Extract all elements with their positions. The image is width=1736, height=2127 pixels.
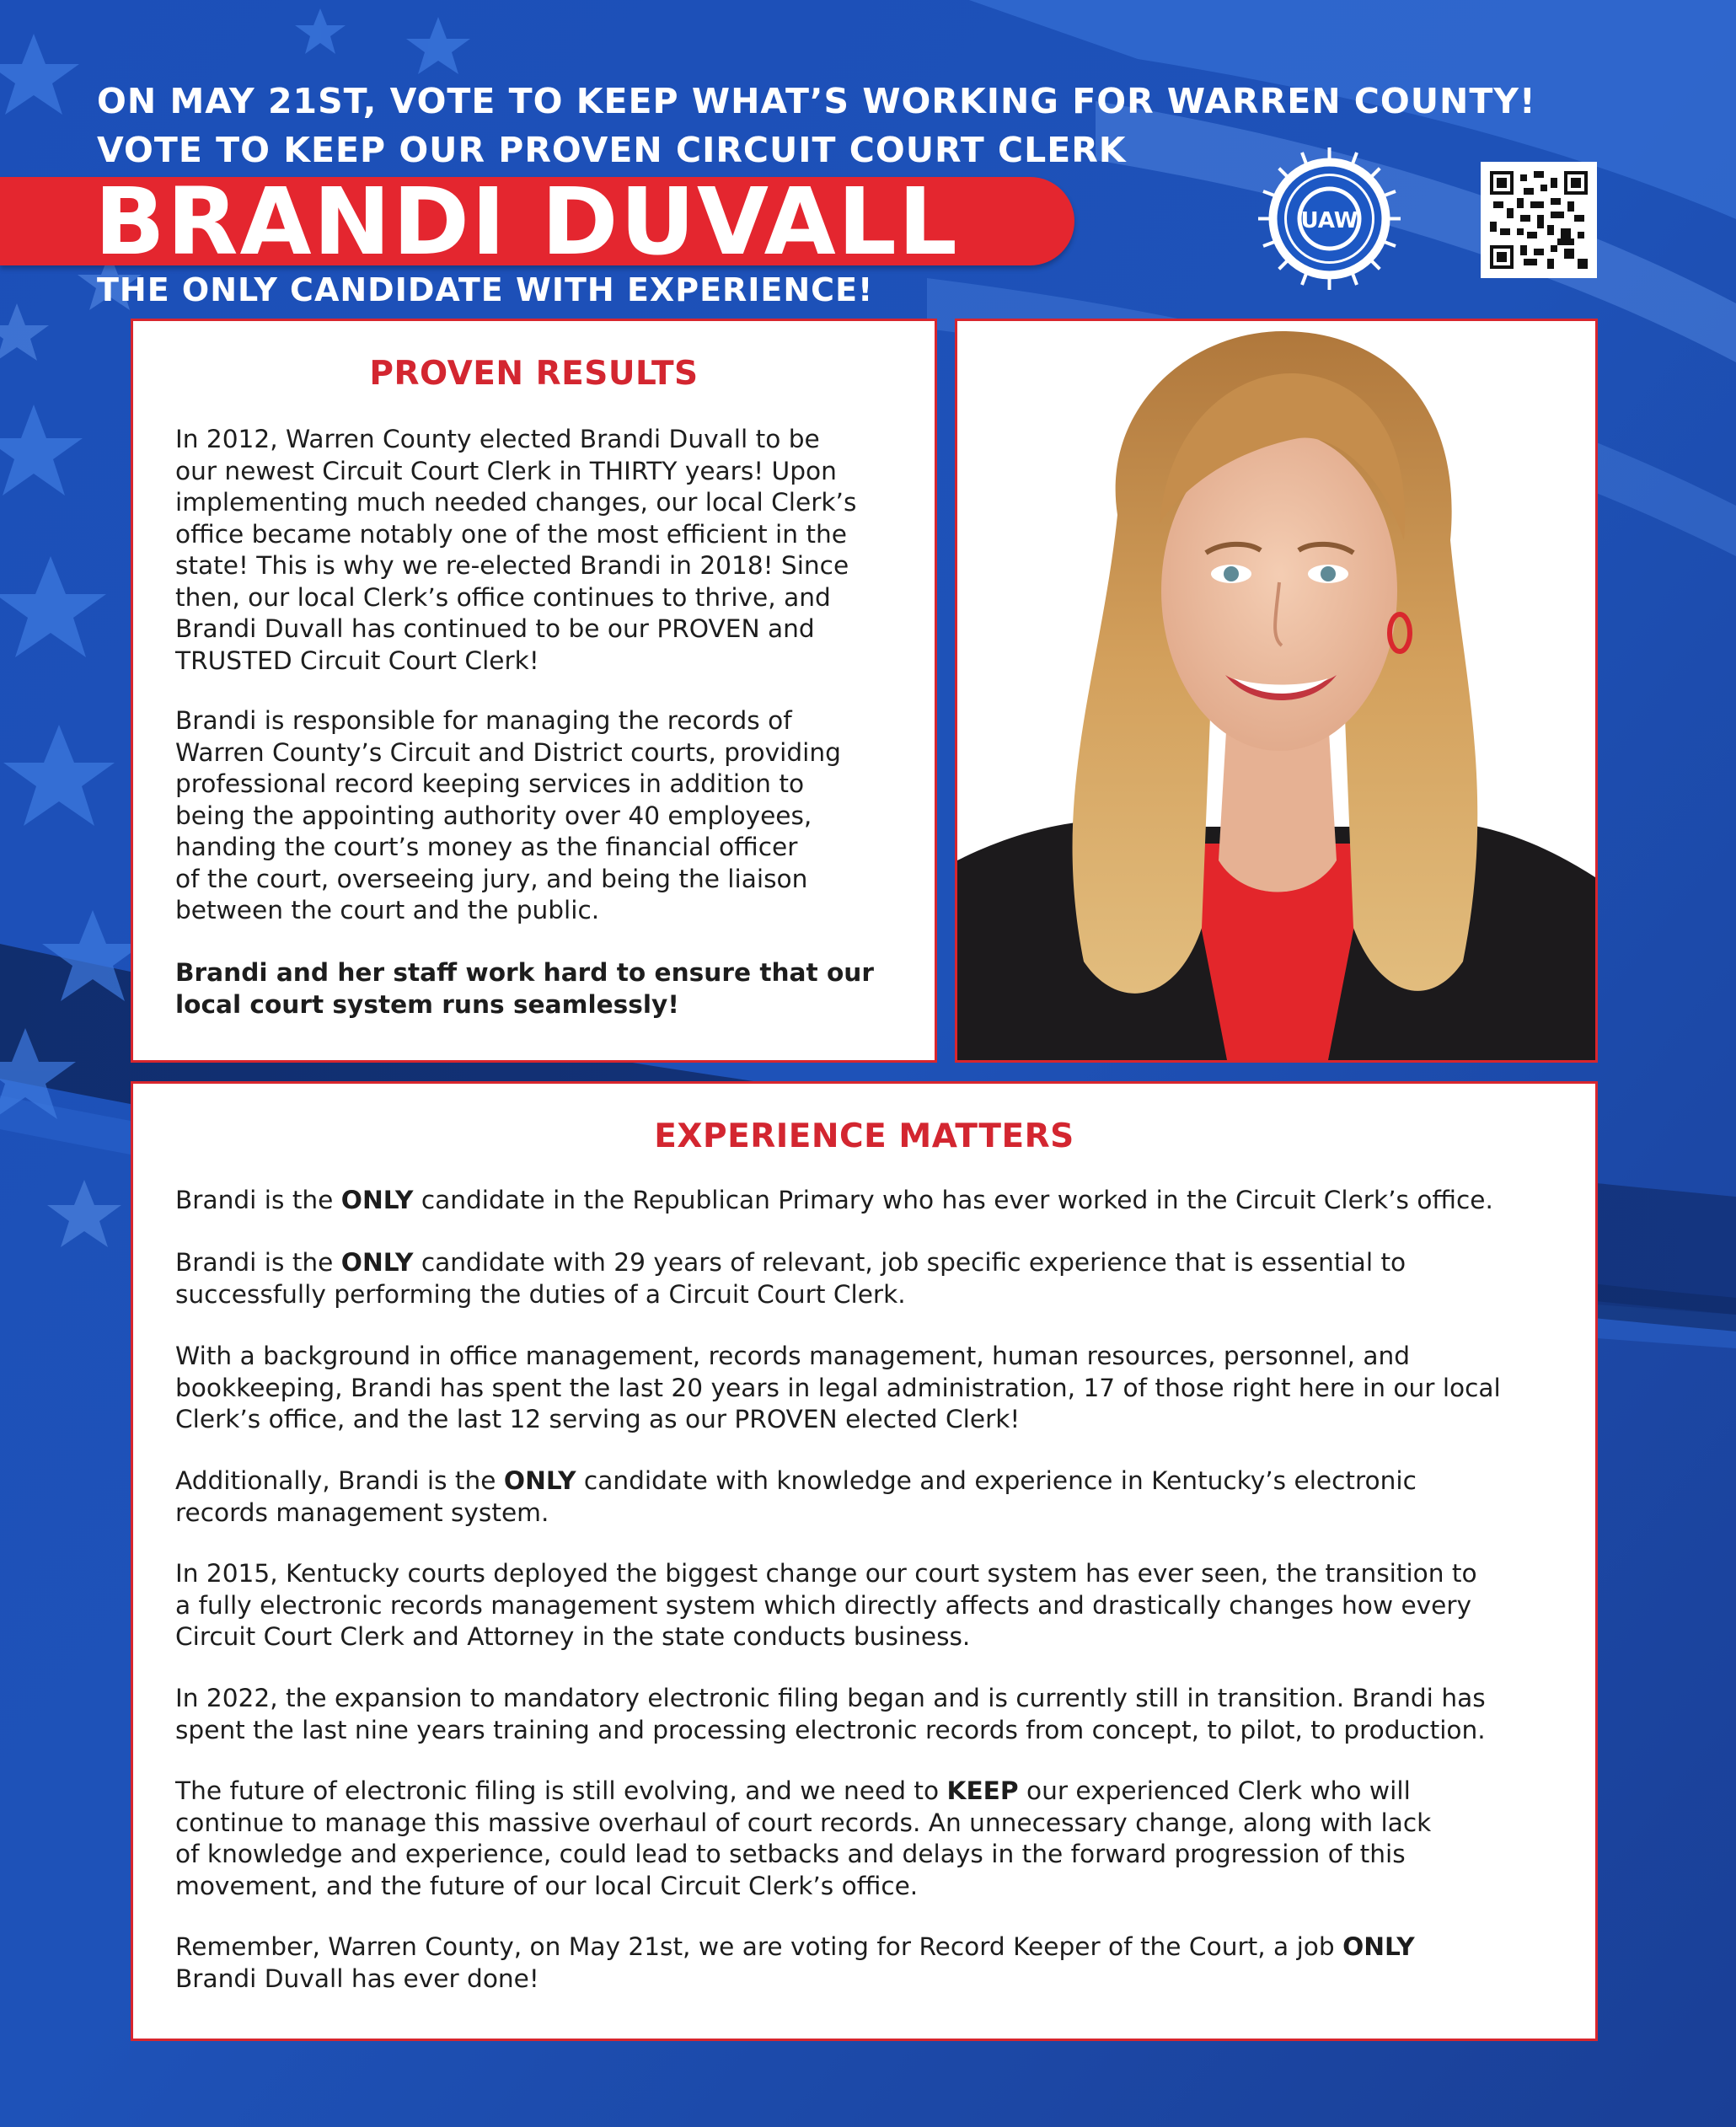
- text-run: our experienced Clerk who will continue to manage this massive overhaul of court records. An unnecessary change, along with lack of knowledge and experience, could lead to setbacks and delays in the forward progression of this movement, and the future of our local Circuit Clerk’s office.: [175, 1776, 1432, 1900]
- text-run: candidate in the Republican Primary who has ever worked in the Circuit Clerk’s office.: [413, 1186, 1493, 1214]
- proven-results-card: [131, 319, 937, 1063]
- qr-code-icon: [1490, 171, 1588, 269]
- emphasis-only: ONLY: [1342, 1932, 1415, 1961]
- qr-code[interactable]: [1481, 162, 1597, 278]
- text-run: The future of electronic filing is still evolving, and we need to: [175, 1776, 947, 1805]
- experience-matters-title: EXPERIENCE MATTERS: [654, 1117, 1074, 1155]
- experience-paragraph-4: [175, 1465, 1591, 1529]
- uaw-logo-icon: [1256, 145, 1403, 292]
- experience-paragraph-1: [175, 1185, 1591, 1217]
- text-run: Brandi is the: [175, 1186, 341, 1214]
- experience-paragraph-5: In 2015, Kentucky courts deployed the biggest change our court system has ever seen, the transition to a fully electronic records management system which directly affects and drastically changes how every Circuit Court Clerk and Attorney in the state conducts business.: [175, 1559, 1477, 1651]
- proven-results-paragraph-3: Brandi and her staff work hard to ensure that our local court system runs seamlessly!: [175, 958, 874, 1019]
- experience-paragraph-2: [175, 1247, 1591, 1310]
- experience-paragraph-6: In 2022, the expansion to mandatory electronic filing began and is currently still in transition. Brandi has spent the last nine years training and processing electronic records from concept, to pilot, to production.: [175, 1684, 1486, 1744]
- text-run: Brandi Duvall has ever done!: [175, 1964, 539, 1993]
- uaw-logo-text: UAW: [1300, 208, 1358, 233]
- experience-matters-card: [131, 1081, 1598, 2041]
- text-run: Brandi is the: [175, 1248, 341, 1277]
- proven-results-paragraph-1: In 2012, Warren County elected Brandi Duvall to be our newest Circuit Court Clerk in THIRTY years! Upon implementing much needed changes, our local Clerk’s office became notably one of the most efficient in the state! This is why we re-elected Brandi in 2018! Since then, our local Clerk’s office continues to thrive, and Brandi Duvall has continued to be our PROVEN and TRUSTED Circuit Court Clerk!: [175, 425, 857, 675]
- emphasis-only: ONLY: [340, 1186, 414, 1214]
- headline-keep-clerk: VOTE TO KEEP OUR PROVEN CIRCUIT COURT CLERK: [97, 130, 1127, 170]
- text-run: candidate with 29 years of relevant, job specific experience that is essential to successfully performing the duties of a Circuit Court Clerk.: [175, 1248, 1406, 1309]
- portrait-photo: [957, 321, 1595, 1060]
- emphasis-only: ONLY: [503, 1466, 576, 1495]
- emphasis-only: ONLY: [340, 1248, 414, 1277]
- candidate-photo-card: [955, 319, 1598, 1063]
- proven-results-paragraph-2: Brandi is responsible for managing the records of Warren County’s Circuit and District courts, providing professional record keeping services in addition to being the appointing authority over 40 employees, handing the court’s money as the financial officer of the court, overseeing jury, and being the liaison between the court and the public.: [175, 706, 841, 924]
- proven-results-title: PROVEN RESULTS: [369, 355, 699, 393]
- headline-vote-date: ON MAY 21ST, VOTE TO KEEP WHAT’S WORKING FOR WARREN COUNTY!: [97, 81, 1536, 121]
- text-run: Remember, Warren County, on May 21st, we are voting for Record Keeper of the Court, a job: [175, 1932, 1343, 1961]
- experience-paragraph-7: [175, 1776, 1591, 1902]
- experience-paragraph-8: [175, 1931, 1591, 1995]
- text-run: Additionally, Brandi is the: [175, 1466, 504, 1495]
- experience-paragraph-3: With a background in office management, records management, human resources, personnel, and bookkeeping, Brandi has spent the last 20 years in legal administration, 17 of those right here in our local Clerk’s office, and the last 12 serving as our PROVEN elected Clerk!: [175, 1342, 1501, 1433]
- candidate-name: BRANDI DUVALL: [94, 168, 959, 276]
- tagline: THE ONLY CANDIDATE WITH EXPERIENCE!: [97, 271, 874, 308]
- emphasis-keep: KEEP: [946, 1776, 1019, 1805]
- text-run: candidate with knowledge and experience in Kentucky’s electronic records management system.: [175, 1466, 1417, 1527]
